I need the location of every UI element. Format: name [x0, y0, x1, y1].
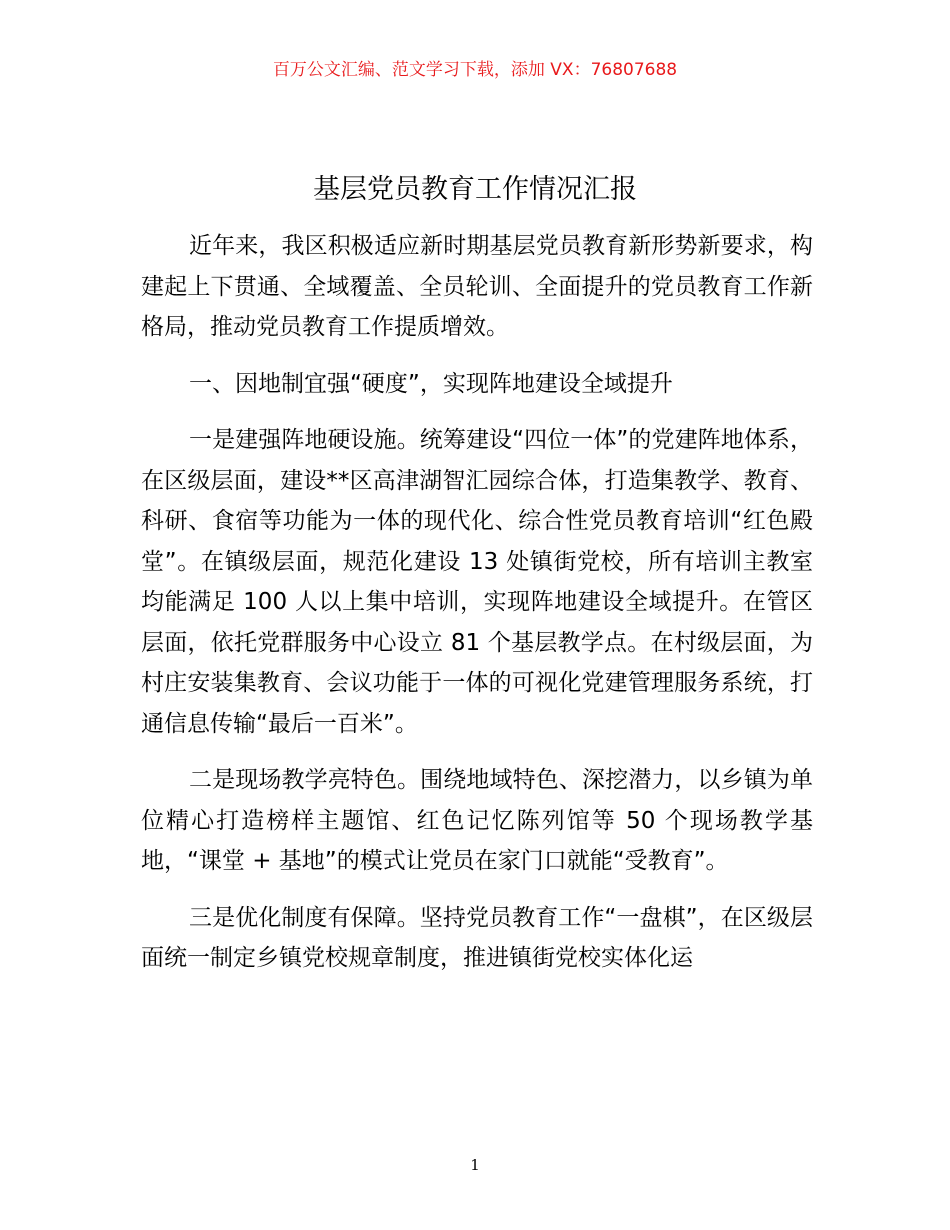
paragraph-item-1: 一是建强阵地硬设施。统筹建设“四位一体”的党建阵地体系，在区级层面，建设**区高津湖智汇园综合体，打造集教学、教育、科研、食宿等功能为一体的现代化、综合性党员教育培训“红色殿堂”。在镇级层面，规范化建设 13 处镇街党校，所有培训主教室均能满足 100 人以上集中培训，实现阵地建设全域提升。在管区层面，依托党群服务中心设立 81 个基层教学点。在村级层面，为村庄安装集教育、会议功能于一体的可视化党建管理服务系统，打通信息传输“最后一百米”。 [141, 427, 813, 737]
document-body [141, 226, 813, 995]
document-title: 基层党员教育工作情况汇报 [313, 174, 637, 205]
section-heading-1: 一、因地制宜强“硬度”，实现阵地建设全域提升 [189, 370, 673, 397]
header-notice: 百万公文汇编、范文学习下载，添加 VX：76807688 [272, 60, 678, 80]
paragraph-intro: 近年来，我区积极适应新时期基层党员教育新形势新要求，构建起上下贯通、全域覆盖、全员轮训、全面提升的党员教育工作新格局，推动党员教育工作提质增效。 [141, 233, 813, 340]
paragraph-item-3: 三是优化制度有保障。坚持党员教育工作“一盘棋”，在区级层面统一制定乡镇党校规章制度，推进镇街党校实体化运 [141, 904, 813, 971]
page-number: 1 [470, 1156, 480, 1174]
paragraph-item-2: 二是现场教学亮特色。围绕地域特色、深挖潜力，以乡镇为单位精心打造榜样主题馆、红色记忆陈列馆等 50 个现场教学基地，“课堂 + 基地”的模式让党员在家门口就能“受教育”。 [141, 767, 813, 874]
